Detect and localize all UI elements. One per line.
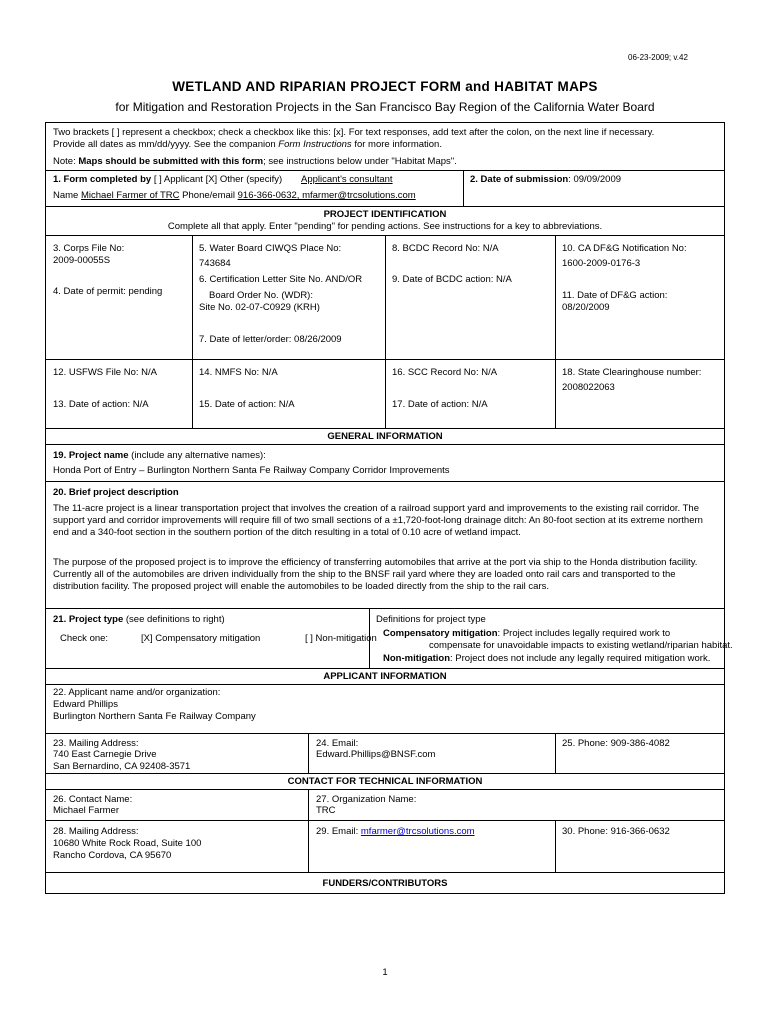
applicant-name-value: Edward Phillips — [53, 699, 118, 710]
nmfs-date: 15. Date of action: N/A — [199, 399, 295, 410]
date-of-submission: 2. Date of submission: 09/09/2009 — [470, 174, 622, 185]
description-paragraph-1: The 11-acre project is a linear transportation project that involves the creation of a railroad support yard and improvements to the existing rail corridor. The support yard and corridor improvements will require fill of two small sections of a ±1,720-foot-long drainage ditch: An 80-foot section at its extreme northern end and a 340-foot section in the southern portion of the ditch resulting in a total of 0.10 acre of wetland impact. — [53, 503, 703, 538]
scc-date: 17. Date of action: N/A — [392, 399, 488, 410]
divider — [385, 235, 386, 428]
funders-header: FUNDERS/CONTRIBUTORS — [322, 878, 448, 889]
form-completed-by: 1. Form completed by [ ] Applicant [X] Other (specify) Applicant's consultant — [53, 174, 409, 186]
divider — [555, 820, 556, 872]
instructions-line-2: Provide all dates as mm/dd/yyyy. See the companion Form Instructions for more information. — [53, 139, 442, 150]
divider — [45, 206, 725, 207]
project-identification-subheader: Complete all that apply. Enter "pending" for pending actions. See instructions for a key to abbreviations. — [167, 221, 603, 232]
scc-record: 16. SCC Record No: N/A — [392, 367, 498, 378]
applicant-address-line-1: 740 East Carnegie Drive — [53, 749, 157, 760]
divider — [45, 170, 725, 171]
completer-name-field[interactable]: Michael Farmer of TRC — [80, 190, 180, 201]
contact-email-link[interactable]: mfarmer@trcsolutions.com — [360, 826, 475, 837]
divider — [45, 789, 725, 790]
divider — [45, 684, 725, 685]
contact-address-line-1: 10680 White Rock Road, Suite 100 — [53, 838, 202, 849]
nmfs-number: 14. NMFS No: N/A — [199, 367, 278, 378]
version-label: 06-23-2009; v.42 — [628, 53, 688, 62]
certification-value: Site No. 02-07-C0929 (KRH) — [199, 302, 320, 313]
technical-contact-header: CONTACT FOR TECHNICAL INFORMATION — [287, 776, 483, 787]
applicant-name-label: 22. Applicant name and/or organization: — [53, 687, 221, 698]
dfg-label: 10. CA DF&G Notification No: — [562, 243, 687, 254]
compensatory-definition-cont: compensate for unavoidable impacts to existing wetland/riparian habitat. — [429, 640, 733, 651]
bcdc-record: 8. BCDC Record No: N/A — [392, 243, 499, 254]
bcdc-date: 9. Date of BCDC action: N/A — [392, 274, 512, 285]
clearinghouse-label: 18. State Clearinghouse number: — [562, 367, 702, 378]
divider — [45, 608, 725, 609]
letter-date: 7. Date of letter/order: 08/26/2009 — [199, 334, 342, 345]
divider — [463, 170, 464, 206]
organization-label: 27. Organization Name: — [316, 794, 417, 805]
corps-file-value: 2009-00055S — [53, 255, 111, 266]
description-label: 20. Brief project description — [53, 487, 179, 498]
applicant-address-line-2: San Bernardino, CA 92408-3571 — [53, 761, 191, 772]
applicant-phone: 25. Phone: 909-386-4082 — [562, 738, 670, 749]
divider — [45, 668, 725, 669]
applicant-email-value: Edward.Phillips@BNSF.com — [316, 749, 436, 760]
page-number: 1 — [382, 967, 388, 978]
dfg-date-value: 08/20/2009 — [562, 302, 610, 313]
other-specify-field[interactable]: Applicant's consultant — [300, 174, 393, 185]
divider — [192, 235, 193, 428]
ciwqs-label: 5. Water Board CIWQS Place No: — [199, 243, 342, 254]
form-subtitle: for Mitigation and Restoration Projects in the San Francisco Bay Region of the California Water Board — [115, 100, 655, 114]
form-title: WETLAND AND RIPARIAN PROJECT FORM and HABITAT MAPS — [172, 79, 598, 94]
contact-name-label: 26. Contact Name: — [53, 794, 133, 805]
corps-file-label: 3. Corps File No: — [53, 243, 125, 254]
contact-email: 29. Email: mfarmer@trcsolutions.com — [316, 826, 475, 837]
non-mitigation-definition: Non-mitigation: Project does not include any legally required mitigation work. — [383, 653, 711, 664]
divider — [45, 872, 725, 873]
permit-date: 4. Date of permit: pending — [53, 286, 163, 297]
check-one-label: Check one: — [60, 633, 109, 644]
project-type-label: 21. Project type (see definitions to right) — [53, 614, 225, 625]
divider — [555, 733, 556, 773]
project-name-label: 19. Project name (include any alternative names): — [53, 450, 266, 461]
general-information-header: GENERAL INFORMATION — [327, 431, 443, 442]
usfws-file: 12. USFWS File No: N/A — [53, 367, 157, 378]
contact-address-line-2: Rancho Cordova, CA 95670 — [53, 850, 172, 861]
usfws-date: 13. Date of action: N/A — [53, 399, 149, 410]
description-paragraph-2: The purpose of the proposed project is to improve the efficiency of transferring automobiles that arrive at the port via ship to the Honda distribution facility. Currently all of the automobiles are driven individually from the ship to the BNSF rail yard where they are loaded onto rail cars and transported to the distribution facility. The proposed project will enable the automobiles to be loaded directly from the ship to the rail cars. — [53, 557, 698, 592]
dfg-date-label: 11. Date of DF&G action: — [562, 290, 668, 301]
maps-note: Note: Maps should be submitted with this form; see instructions below under "Habitat Maps". — [53, 156, 457, 167]
clearinghouse-value: 2008022063 — [562, 382, 615, 393]
certification-label: 6. Certification Letter Site No. AND/OR — [199, 274, 363, 285]
applicant-address-label: 23. Mailing Address: — [53, 738, 139, 749]
project-identification-header: PROJECT IDENTIFICATION — [323, 209, 447, 220]
divider — [45, 428, 725, 429]
divider — [45, 444, 725, 445]
completer-name-row: Name Michael Farmer of TRC Phone/email 916-366-0632, mfarmer@trcsolutions.com — [53, 190, 416, 201]
divider — [308, 733, 309, 773]
contact-name-value: Michael Farmer — [53, 805, 119, 816]
organization-value: TRC — [316, 805, 336, 816]
contact-phone: 30. Phone: 916-366-0632 — [562, 826, 670, 837]
divider — [45, 733, 725, 734]
divider — [45, 773, 725, 774]
contact-address-label: 28. Mailing Address: — [53, 826, 139, 837]
non-mitigation-checkbox[interactable]: [ ] Non-mitigation — [305, 633, 377, 644]
applicant-organization-value: Burlington Northern Santa Fe Railway Company — [53, 711, 256, 722]
divider — [45, 820, 725, 821]
definitions-title: Definitions for project type — [376, 614, 486, 625]
board-order-label: Board Order No. (WDR): — [209, 290, 313, 301]
applicant-email-label: 24. Email: — [316, 738, 359, 749]
compensatory-definition: Compensatory mitigation: Project includes legally required work to — [383, 628, 671, 639]
completer-contact-field[interactable]: 916-366-0632, mfarmer@trcsolutions.com — [237, 190, 416, 201]
dfg-value: 1600-2009-0176-3 — [562, 258, 641, 269]
compensatory-checkbox[interactable]: [X] Compensatory mitigation — [141, 633, 261, 644]
applicant-information-header: APPLICANT INFORMATION — [323, 671, 447, 682]
project-name-value: Honda Port of Entry – Burlington Northern Santa Fe Railway Company Corridor Improvements — [53, 465, 450, 476]
divider — [308, 789, 309, 872]
ciwqs-value: 743684 — [199, 258, 231, 269]
divider — [45, 481, 725, 482]
instructions-line-1: Two brackets [ ] represent a checkbox; check a checkbox like this: [x]. For text responses, add text after the colon, on the next line if necessary. — [53, 127, 655, 138]
divider — [555, 235, 556, 428]
